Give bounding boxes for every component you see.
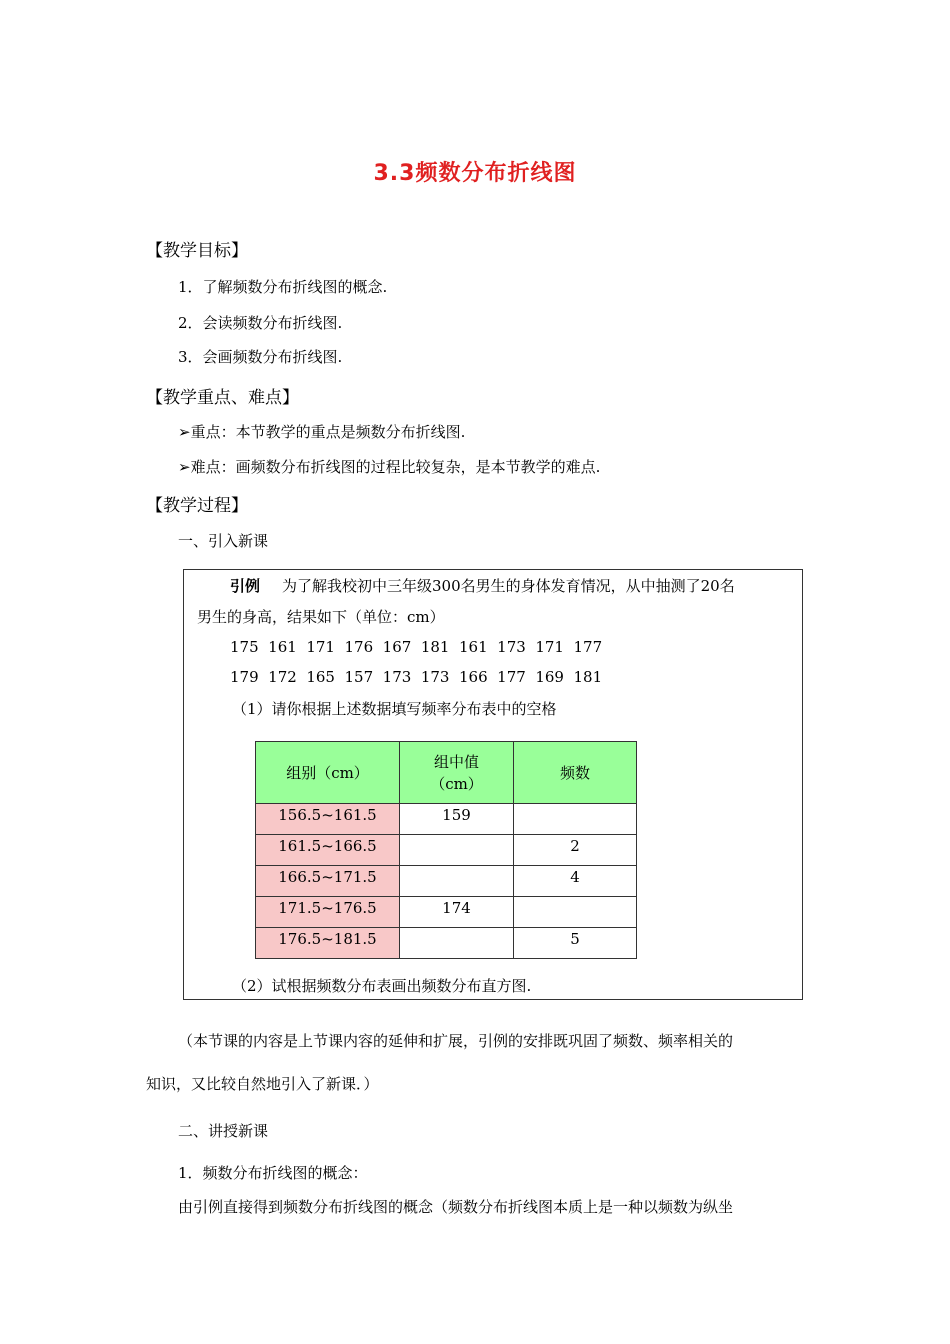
table-row — [256, 835, 637, 866]
cell-midpoint[interactable]: 159 — [400, 804, 514, 835]
header-group: 组别（cm） — [256, 742, 400, 804]
table-row — [256, 928, 637, 959]
table-header-row — [256, 742, 637, 804]
page-title: 3.3频数分布折线图 — [373, 161, 577, 186]
concept-text: 由引例直接得到频数分布折线图的概念（频数分布折线图本质上是一种以频数为纵坐 — [178, 1198, 734, 1216]
table-row — [256, 897, 637, 928]
cell-group: 176.5~181.5 — [256, 928, 400, 959]
cell-group: 161.5~166.5 — [256, 835, 400, 866]
cell-count[interactable]: 5 — [514, 928, 637, 959]
key-points-heading: 【教学重点、难点】 — [146, 388, 299, 408]
question-2: （2）试根据频数分布表画出频数分布直方图. — [232, 977, 532, 995]
example-label: 引例 — [230, 577, 261, 595]
cell-count[interactable] — [514, 804, 637, 835]
cell-count[interactable] — [514, 897, 637, 928]
table-row — [256, 866, 637, 897]
cell-count[interactable]: 2 — [514, 835, 637, 866]
goals-heading: 【教学目标】 — [146, 241, 248, 261]
goal-item: 1．了解频数分布折线图的概念. — [178, 278, 388, 296]
header-midpoint: 组中值 （cm） — [400, 742, 514, 804]
note-line: 知识，又比较自然地引入了新课．） — [146, 1075, 379, 1093]
cell-midpoint[interactable] — [400, 835, 514, 866]
question-1: （1）请你根据上述数据填写频率分布表中的空格 — [232, 700, 557, 718]
header-count: 频数 — [514, 742, 637, 804]
note-line: （本节课的内容是上节课内容的延伸和扩展，引例的安排既巩固了频数、频率相关的 — [178, 1032, 734, 1050]
cell-midpoint[interactable] — [400, 866, 514, 897]
cell-midpoint[interactable] — [400, 928, 514, 959]
cell-group: 156.5~161.5 — [256, 804, 400, 835]
cell-count[interactable]: 4 — [514, 866, 637, 897]
goal-item: 3．会画频数分布折线图. — [178, 348, 343, 366]
example-line: 为了解我校初中三年级300名男生的身体发育情况，从中抽测了20名 — [282, 577, 735, 595]
cell-group: 166.5~171.5 — [256, 866, 400, 897]
cell-midpoint[interactable]: 174 — [400, 897, 514, 928]
goal-item: 2．会读频数分布折线图. — [178, 314, 343, 332]
example-line: 男生的身高，结果如下（单位：cm） — [197, 608, 445, 626]
key-point-item: ➢重点：本节教学的重点是频数分布折线图. — [178, 423, 466, 441]
section-heading: 二、讲授新课 — [178, 1122, 269, 1140]
cell-group: 171.5~176.5 — [256, 897, 400, 928]
difficulty-item: ➢难点：画频数分布折线图的过程比较复杂，是本节教学的难点. — [178, 458, 601, 476]
process-heading: 【教学过程】 — [146, 496, 248, 516]
concept-heading: 1．频数分布折线图的概念： — [178, 1164, 368, 1182]
data-row: 175 161 171 176 167 181 161 173 171 177 — [230, 638, 603, 656]
table-row — [256, 804, 637, 835]
subsection-intro: 一、引入新课 — [178, 532, 269, 550]
frequency-table — [255, 741, 637, 959]
data-row: 179 172 165 157 173 173 166 177 169 181 — [230, 668, 603, 686]
